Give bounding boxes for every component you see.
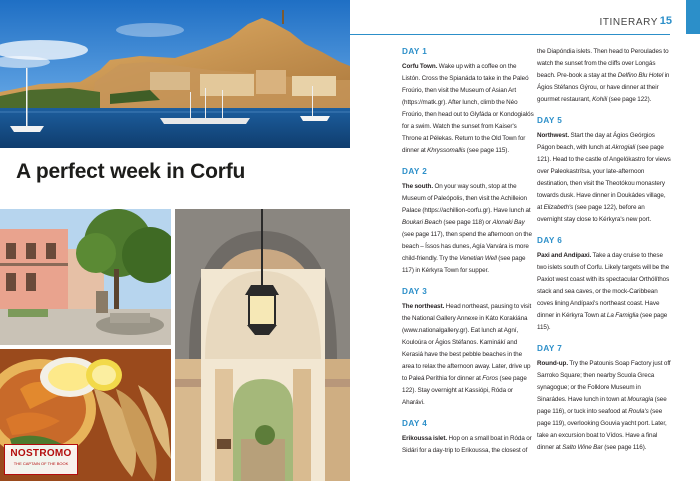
watermark-subtitle: THE CAPTAIN OF THE BOOK (13, 461, 69, 466)
page-title: A perfect week in Corfu (16, 160, 246, 183)
day-4-text (402, 433, 535, 457)
day-5-heading: DAY 5 (537, 116, 563, 125)
day-7-part-0: Round-up. (537, 360, 569, 367)
day-1-heading: DAY 1 (402, 47, 428, 56)
day-5-part-5: (see page 122), before an overnight stay close to Kérkyra's new port. (537, 204, 652, 223)
day-2-part-6: Venetian Well (459, 255, 497, 262)
day-7-part-7: (see page 116). (602, 444, 647, 451)
day-5-part-1: Start the day at Ágios Geórgios Págon beach, with lunch at (537, 132, 655, 151)
chapter-thumb-tab (686, 0, 700, 34)
day-4-part-2: Delfino Blu Hotel (617, 72, 664, 79)
day-7-part-2: Mouragia (627, 396, 654, 403)
day-4-text-continued (537, 46, 671, 106)
day-7-part-3: (see page 116), or tuck into seafood at (537, 396, 667, 415)
day-5-text (537, 130, 671, 226)
day-5-part-4: Elizabeth's (543, 204, 574, 211)
day-3-part-3: (see page 122). Stay overnight at Kassiópi, Róda or Aharávi. (402, 375, 527, 406)
day-2-text (402, 181, 535, 277)
watermark-title: NOSTROMO (10, 448, 72, 459)
day-4-part-1: Hop on a small boat in Róda or Sidári for a day-trip to Erikoussa, the closest of (402, 435, 532, 454)
day-7-heading: DAY 7 (537, 344, 563, 353)
day-2-part-1: On your way south, stop at the Museum of Paleópolis, then visit the Achilleion Palace (https://achillion-corfu.gr). Have lunch at (402, 183, 531, 214)
corfu-fortress-photo (0, 0, 350, 148)
day-1-part-0: Corfu Town. (402, 63, 438, 70)
day-4-part-1-cont: the Diapóndia islets. Then head to Peroulades to watch the sunset from the cliffs over Longás beach. Pre-book a stay at the (537, 48, 669, 79)
nostromo-watermark (4, 444, 78, 475)
day-7-part-4: Roula's (628, 408, 649, 415)
day-2-part-0: The south. (402, 183, 434, 190)
day-2-part-4: Alonaki Bay (492, 219, 525, 226)
day-6-part-3: (see page 115). (537, 312, 668, 331)
day-4-part-4: Kohili (592, 96, 608, 103)
day-1-text (402, 61, 535, 157)
day-2-part-2: Boukari Beach (402, 219, 443, 226)
day-7-part-1: Try the Patounis Soap Factory just off Sarroko Square; then nearby Scuola Greca synagogue; or the Folklore Museum in Sinarádes. Have lunch in town at (537, 360, 671, 403)
day-5-part-2: Akrogiali (611, 144, 636, 151)
day-7-part-6: Salto Wine Bar (562, 444, 603, 451)
itinerary-column-1 (402, 46, 535, 457)
running-head: ITINERARY (599, 17, 658, 28)
day-5-part-3: (see page 121). Head to the castle of Angelókastro for views over Paleokastrítsa, your late-afternoon destination, then visit the Theotókou monastery towards dusk. Have dinner in Doukádes village, at (537, 144, 671, 211)
right-page (350, 0, 700, 481)
day-4-part-3: in Ágios Stéfanos Gýrou, or have dinner at their gourmet restaurant, (537, 72, 670, 103)
page-number: 15 (659, 15, 672, 27)
day-3-part-1: Head northeast, pausing to visit the National Gallery Annexe in Káto Korakiána (www.nationalgallery.gr). Eat lunch at Agní, Kouloúra or Ágios Stéfanos. Kaminákí and Kerasiá have the best pebble beaches in the area to relax the afternoon away. Later, drive up to Paleá Períthia for dinner at (402, 303, 532, 382)
day-4-part-0: Erikoussa islet. (402, 435, 448, 442)
day-6-part-1: Take a day cruise to these two islets south of Corfu. Likely targets will be the Paxiot west coast with its spectacular Orthólíthos stack and sea caves, or the mock-Caribbean coves lining Andípaxi's northeast coast. Have dinner in Kérkyra Town at (537, 252, 670, 319)
day-3-part-0: The northeast. (402, 303, 445, 310)
day-2-part-3: (see page 118) or (442, 219, 493, 226)
day-6-heading: DAY 6 (537, 236, 563, 245)
day-3-part-2: Foros (482, 375, 499, 382)
day-1-part-2: Khryssomallis (427, 147, 466, 154)
day-1-part-1: Wake up with a coffee on the Listón. Cross the Spianáda to take in the Paleó Froúrio, then visit the Museum of Asian Art (https://matk.gr). After lunch, climb the Néo Froúrio, then head out to Glyfáda or Kondogialós for a swim. Watch the sunset from Kaiser's Throne at Pélekas. Return to the Old Town for dinner at (402, 63, 534, 154)
day-2-part-7: (see page 117) in Kérkyra Town for supper. (402, 255, 526, 274)
day-6-text (537, 250, 671, 334)
header-rule (350, 34, 670, 35)
day-4-heading: DAY 4 (402, 419, 428, 428)
day-3-text (402, 301, 535, 409)
day-4-part-5: (see page 122). (607, 96, 652, 103)
day-2-heading: DAY 2 (402, 167, 428, 176)
day-7-part-5: (see page 119), overlooking Gouvia yacht port. Later, take an excursion boat to Vídos. Have a final dinner at (537, 408, 667, 451)
day-6-part-0: Paxi and Andípaxi. (537, 252, 592, 259)
day-1-part-3: (see page 115). (465, 147, 510, 154)
day-5-part-0: Northwest. (537, 132, 570, 139)
arcade-lantern-photo (175, 209, 350, 481)
day-6-part-2: La Famiglia (606, 312, 639, 319)
day-7-text (537, 358, 671, 454)
itinerary-column-2 (537, 46, 671, 454)
day-2-part-5: (see page 117), then spend the afternoon on the beach – Íssos has dunes, Agía Varvára is more child-friendly. Try the (402, 231, 532, 262)
village-street-photo (0, 209, 171, 345)
day-3-heading: DAY 3 (402, 287, 428, 296)
